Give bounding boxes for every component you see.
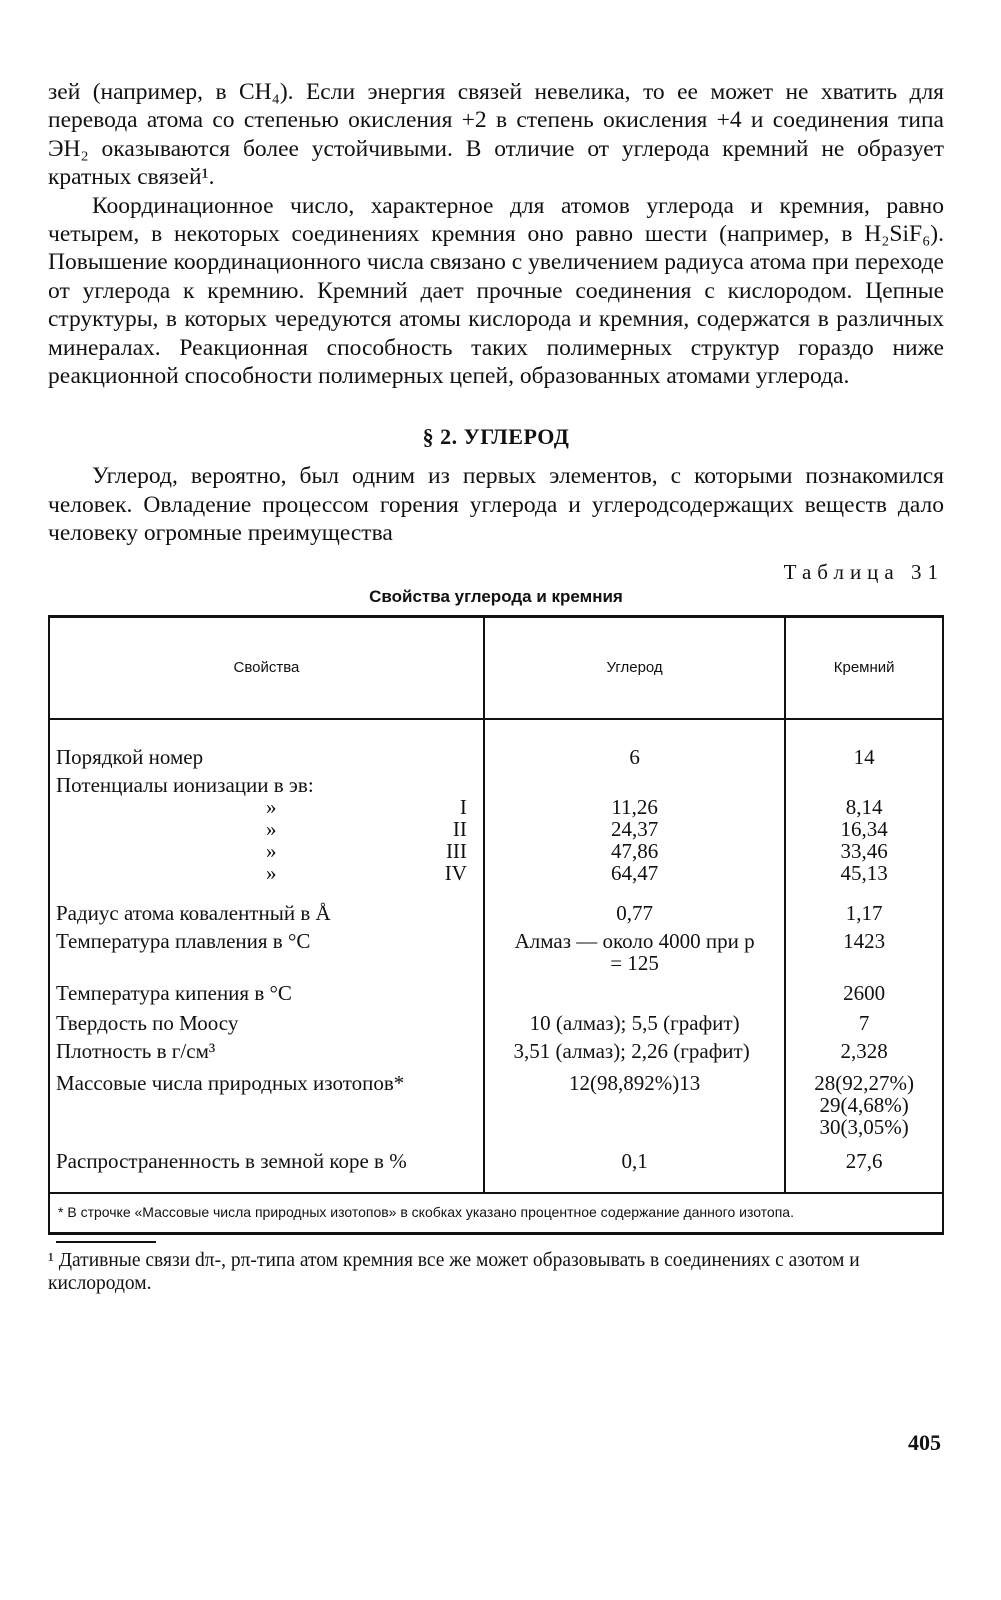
section-heading: § 2. УГЛЕРОД [422,424,570,450]
table-row [50,768,942,796]
carbon-cell [484,974,785,1004]
table-row [50,1034,942,1062]
footnote-divider [56,1241,156,1243]
table-row [50,818,942,840]
table-row [50,1138,942,1192]
table-number: Таблица 31 [783,559,944,584]
prop-cell: Температура плавления в °С [56,928,311,953]
table-row [50,924,942,974]
carbon-cell: 12(98,892%)13 [484,1062,785,1138]
section-paragraph: Углерод, вероятно, был одним из первых элементов, с которыми познакомился человек. Овладение процессом горения углерода и углеродсодержащих веществ дало человеку огромные преимущества [48,463,944,547]
silicon-cell: 2,328 [840,1038,888,1063]
table-header-row [50,618,942,719]
carbon-cell: 6 [484,719,785,768]
ditto-mark: » [266,838,277,863]
silicon-cell: 45,13 [840,860,888,885]
silicon-cell: 16,34 [840,816,888,841]
ditto-mark: » [266,816,277,841]
header-silicon: Кремний [785,618,942,719]
silicon-cell: 1,17 [845,900,883,925]
carbon-cell [484,768,785,796]
carbon-cell: 0,1 [484,1138,785,1192]
prop-cell [50,818,484,840]
table-row [50,796,942,818]
potential-level: III [445,838,467,863]
table-row [50,719,942,768]
carbon-cell: 24,37 [484,818,785,840]
table-row [50,862,942,884]
ditto-mark: » [266,860,277,885]
table-row [50,1004,942,1034]
prop-cell: Твердость по Моосу [56,1010,239,1035]
page-footnote: ¹ Дативные связи dπ-, pπ-типа атом кремния все же может образовывать в соединениях с азотом и кислородом. [48,1249,860,1294]
paragraph-1: зей (например, в CH₄). Если энергия связей невелика, то ее может не хватить для перевода атома со степенью окисления +2 в степень окисления +4 и соединения типа ЭH₂ оказываются более устойчивыми. В отличие от углерода кремний не образует кратных связей¹. [48,79,944,191]
prop-cell: Температура кипения в °С [56,980,292,1005]
carbon-cell: 0,77 [484,884,785,924]
header-carbon: Углерод [484,618,785,719]
table-footnote: * В строчке «Массовые числа природных изотопов» в скобках указано процентное содержание данного изотопа. [50,1192,942,1232]
carbon-cell: 10 (алмаз); 5,5 (графит) [484,1004,785,1034]
prop-cell: Потенциалы ионизации в эв: [56,772,314,797]
table-row [50,884,942,924]
table-row [50,840,942,862]
prop-cell [50,840,484,862]
prop-cell: Порядкой номер [56,744,204,769]
properties-table [48,615,944,1235]
carbon-cell: 64,47 [484,862,785,884]
silicon-cell: 28(92,27%) 29(4,68%) 30(3,05%) [814,1070,914,1139]
page-body [48,78,944,1295]
silicon-cell: 7 [858,1010,870,1035]
prop-cell: Распространенность в земной коре в % [56,1148,407,1173]
carbon-cell: 11,26 [484,796,785,818]
prop-cell: Радиус атома ковалентный в Å [56,900,331,925]
silicon-cell: 14 [853,744,875,769]
prop-cell: Плотность в г/см³ [56,1038,216,1063]
silicon-cell: 1423 [843,928,886,953]
prop-cell: Массовые числа природных изотопов* [56,1070,405,1095]
paragraph-2: Координационное число, характерное для атомов углерода и кремния, равно четырем, в некоторых соединениях кремния оно равно шести (например, в H₂SiF₆). Повышение координационного числа связано с увеличением радиуса атома при переходе от углерода к кремнию. Кремний дает прочные соединения с кислородом. Цепные структуры, в которых чередуются атомы кислорода и кремния, содержатся в различных минералах. Реакционная способность таких полимерных структур гораздо ниже реакционной способности полимерных цепей, образованных атомами углерода. [48,192,944,390]
header-properties: Свойства [50,618,484,719]
silicon-cell [785,768,942,796]
table-row [50,974,942,1004]
carbon-cell: Алмаз — около 4000 при p = 125 [484,924,785,974]
silicon-cell: 33,46 [840,838,888,863]
page-number: 405 [908,1430,941,1455]
prop-cell [50,862,484,884]
potential-level: IV [444,860,467,885]
ditto-mark: » [266,794,277,819]
potential-level: I [459,794,467,819]
silicon-cell: 8,14 [845,794,883,819]
table-title: Свойства углерода и кремния [369,586,623,606]
silicon-cell: 27,6 [845,1148,883,1173]
potential-level: II [452,816,467,841]
silicon-cell: 2600 [843,980,886,1005]
carbon-cell: 47,86 [484,840,785,862]
table-row [50,1062,942,1138]
prop-cell [50,796,484,818]
carbon-cell: 3,51 (алмаз); 2,26 (графит) [484,1034,785,1062]
